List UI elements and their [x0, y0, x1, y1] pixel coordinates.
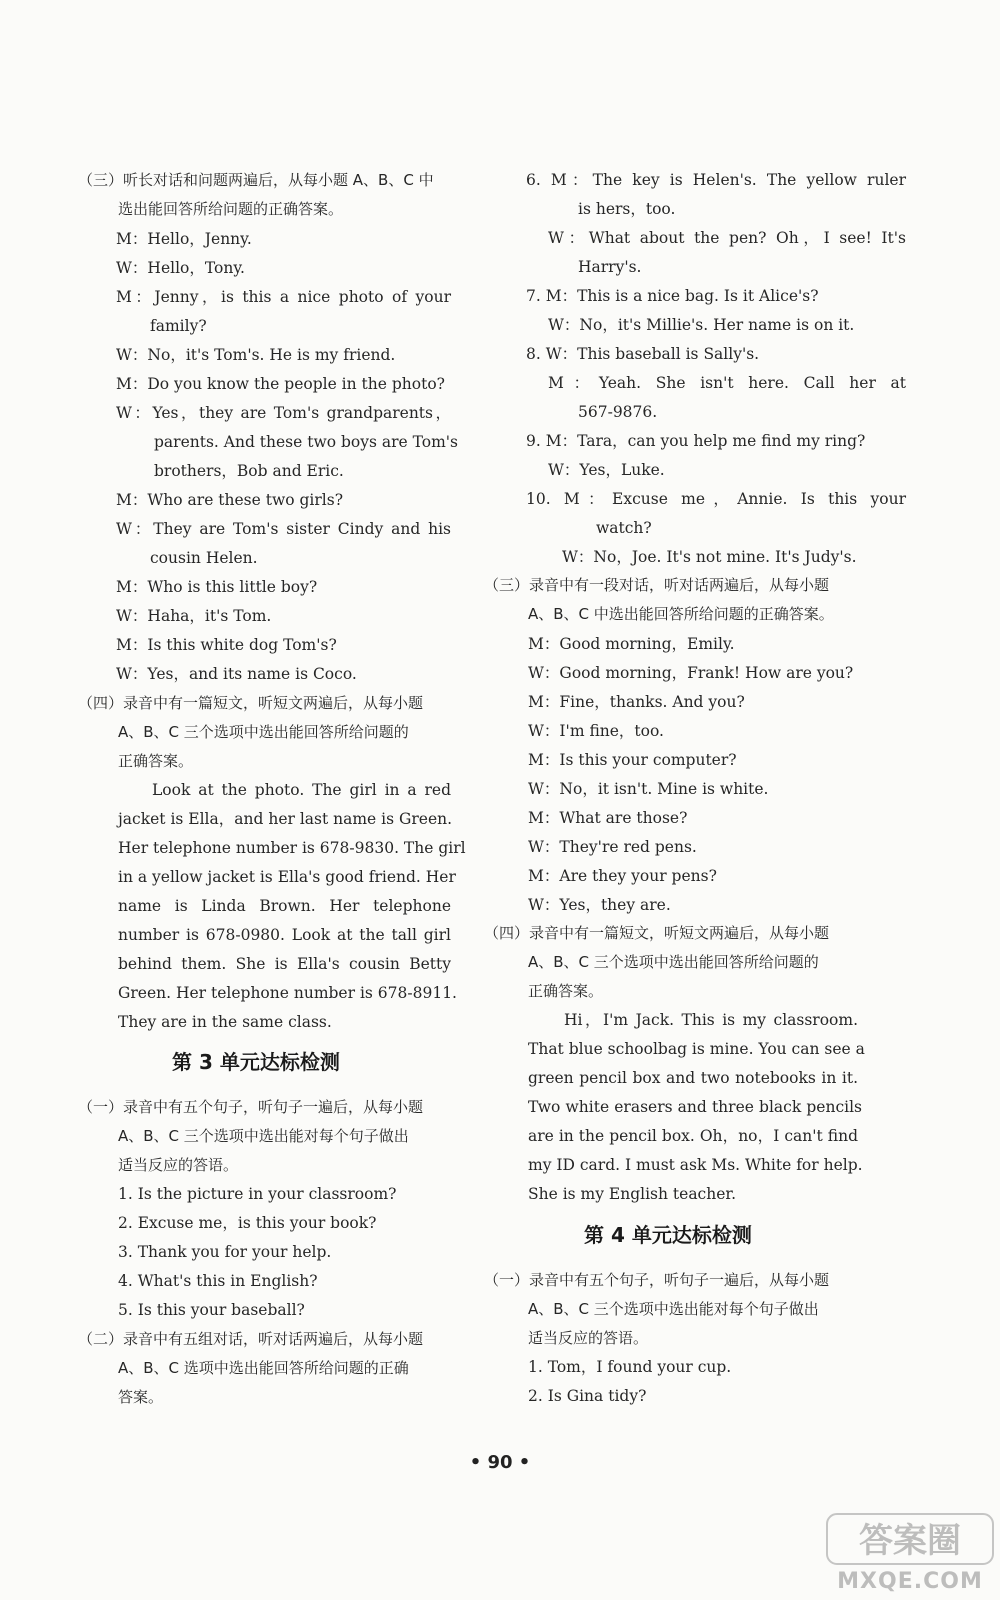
dialogue-line: cousin Helen.	[150, 549, 258, 567]
dialogue-line: M：Jenny，is this a nice photo of your	[116, 288, 451, 306]
dialogue-line: M：Who are these two girls?	[116, 491, 343, 509]
passage-line: Two white erasers and three black pencils	[528, 1098, 862, 1116]
question-item: 4. What's this in English?	[118, 1272, 318, 1290]
question-item: 5. Is this your baseball?	[118, 1301, 305, 1319]
passage-line: Look at the photo. The girl in a red	[152, 781, 451, 799]
dialogue-line: M：Hello，Jenny.	[116, 230, 252, 248]
section-heading: （二）录音中有五组对话，听对话两遍后，从每小题	[78, 1330, 424, 1348]
dialogue-line: watch?	[596, 519, 652, 537]
section-heading: （三）听长对话和问题两遍后，从每小题 A、B、C 中	[78, 171, 434, 189]
section-heading: （四）录音中有一篇短文，听短文两遍后，从每小题	[78, 694, 424, 712]
passage-line: behind them. She is Ella's cousin Betty	[118, 955, 451, 973]
section-heading: A、B、C 三个选项中选出能回答所给问题的	[118, 723, 409, 741]
passage-line: Hi，I'm Jack. This is my classroom.	[564, 1011, 858, 1029]
section-heading: （四）录音中有一篇短文，听短文两遍后，从每小题	[484, 924, 830, 942]
section-heading: 适当反应的答语。	[118, 1156, 239, 1174]
section-heading: A、B、C 三个选项中选出能对每个句子做出	[528, 1300, 819, 1318]
page-number: • 90 •	[469, 1452, 531, 1473]
passage-line: my ID card. I must ask Ms. White for help.	[528, 1156, 863, 1174]
passage-line: Her telephone number is 678-9830. The girl	[118, 839, 466, 857]
dialogue-line: 8. W：This baseball is Sally's.	[526, 345, 760, 363]
watermark-logo	[825, 1510, 995, 1594]
passage-line: are in the pencil box. Oh，no，I can't find	[528, 1127, 858, 1145]
dialogue-line: W：Yes，Luke.	[548, 461, 665, 479]
question-item: 1. Is the picture in your classroom?	[118, 1185, 397, 1203]
section-heading: 答案。	[118, 1388, 164, 1406]
section-heading: 选出能回答所给问题的正确答案。	[118, 200, 344, 218]
dialogue-line: is hers，too.	[578, 200, 676, 218]
dialogue-line: family?	[150, 317, 207, 335]
passage-line: in a yellow jacket is Ella's good friend. Her	[118, 868, 456, 886]
dialogue-line: W：Good morning，Frank! How are you?	[528, 664, 854, 682]
passage-line: That blue schoolbag is mine. You can see a	[528, 1040, 865, 1058]
section-heading: A、B、C 三个选项中选出能对每个句子做出	[118, 1127, 409, 1145]
question-item: 2. Is Gina tidy?	[528, 1387, 647, 1405]
question-item: 2. Excuse me，is this your book?	[118, 1214, 377, 1232]
dialogue-line: W：No，Joe. It's not mine. It's Judy's.	[562, 548, 857, 566]
passage-line: jacket is Ella，and her last name is Green.	[118, 810, 453, 828]
dialogue-line: M：Yeah. She isn't here. Call her at	[548, 374, 906, 392]
passage-line: name is Linda Brown. Her telephone	[118, 897, 451, 915]
dialogue-line: 10. M：Excuse me，Annie. Is this your	[526, 490, 906, 508]
watermark-logo-text: 答案圈	[859, 1521, 961, 1561]
dialogue-line: W：Hello，Tony.	[116, 259, 245, 277]
dialogue-line: M：Do you know the people in the photo?	[116, 375, 445, 393]
question-item: 3. Thank you for your help.	[118, 1243, 332, 1261]
unit-4-heading: 第 4 单元达标检测	[584, 1223, 752, 1247]
dialogue-line: M：Is this white dog Tom's?	[116, 636, 337, 654]
dialogue-line: M：Is this your computer?	[528, 751, 737, 769]
dialogue-line: W：What about the pen? Oh，I see! It's	[548, 229, 906, 247]
section-heading: 正确答案。	[118, 752, 194, 770]
dialogue-line: M：Are they your pens?	[528, 867, 717, 885]
dialogue-line: W：Yes，they are.	[528, 896, 671, 914]
section-heading: （一）录音中有五个句子，听句子一遍后，从每小题	[78, 1098, 424, 1116]
unit-3-heading: 第 3 单元达标检测	[172, 1050, 340, 1074]
passage-line: number is 678-0980. Look at the tall girl	[118, 926, 451, 944]
question-item: 1. Tom，I found your cup.	[528, 1358, 732, 1376]
dialogue-line: W：Yes，and its name is Coco.	[116, 665, 357, 683]
dialogue-line: W：Haha，it's Tom.	[116, 607, 272, 625]
dialogue-line: W：No，it isn't. Mine is white.	[528, 780, 769, 798]
dialogue-line: 7. M：This is a nice bag. Is it Alice's?	[526, 287, 819, 305]
dialogue-line: W：No，it's Millie's. Her name is on it.	[548, 316, 855, 334]
section-heading: （一）录音中有五个句子，听句子一遍后，从每小题	[484, 1271, 830, 1289]
dialogue-line: brothers，Bob and Eric.	[154, 462, 344, 480]
passage-line: green pencil box and two notebooks in it.	[528, 1069, 858, 1087]
dialogue-line: M：What are those?	[528, 809, 688, 827]
section-heading: （三）录音中有一段对话，听对话两遍后，从每小题	[484, 576, 830, 594]
dialogue-line: 9. M：Tara，can you help me find my ring?	[526, 432, 866, 450]
dialogue-line: M：Fine，thanks. And you?	[528, 693, 745, 711]
dialogue-line: M：Who is this little boy?	[116, 578, 318, 596]
section-heading: A、B、C 中选出能回答所给问题的正确答案。	[528, 605, 834, 623]
section-heading: A、B、C 选项中选出能回答所给问题的正确	[118, 1359, 409, 1377]
passage-line: Green. Her telephone number is 678-8911.	[118, 984, 457, 1002]
dialogue-line: W：They're red pens.	[528, 838, 697, 856]
passage-line: She is my English teacher.	[528, 1185, 737, 1203]
dialogue-line: W：No，it's Tom's. He is my friend.	[116, 346, 396, 364]
dialogue-line: 567-9876.	[578, 403, 658, 421]
passage-line: They are in the same class.	[118, 1013, 332, 1031]
watermark-url-text: MXQE.COM	[837, 1569, 983, 1594]
dialogue-line: Harry's.	[578, 258, 642, 276]
dialogue-line: W：Yes，they are Tom's grandparents，	[116, 404, 451, 422]
section-heading: 正确答案。	[528, 982, 604, 1000]
section-heading: 适当反应的答语。	[528, 1329, 649, 1347]
section-heading: A、B、C 三个选项中选出能回答所给问题的	[528, 953, 819, 971]
dialogue-line: 6. M：The key is Helen's. The yellow ruler	[526, 171, 906, 189]
dialogue-line: parents. And these two boys are Tom's	[154, 433, 459, 451]
dialogue-line: W：I'm fine，too.	[528, 722, 664, 740]
dialogue-line: W：They are Tom's sister Cindy and his	[116, 520, 451, 538]
dialogue-line: M：Good morning，Emily.	[528, 635, 735, 653]
